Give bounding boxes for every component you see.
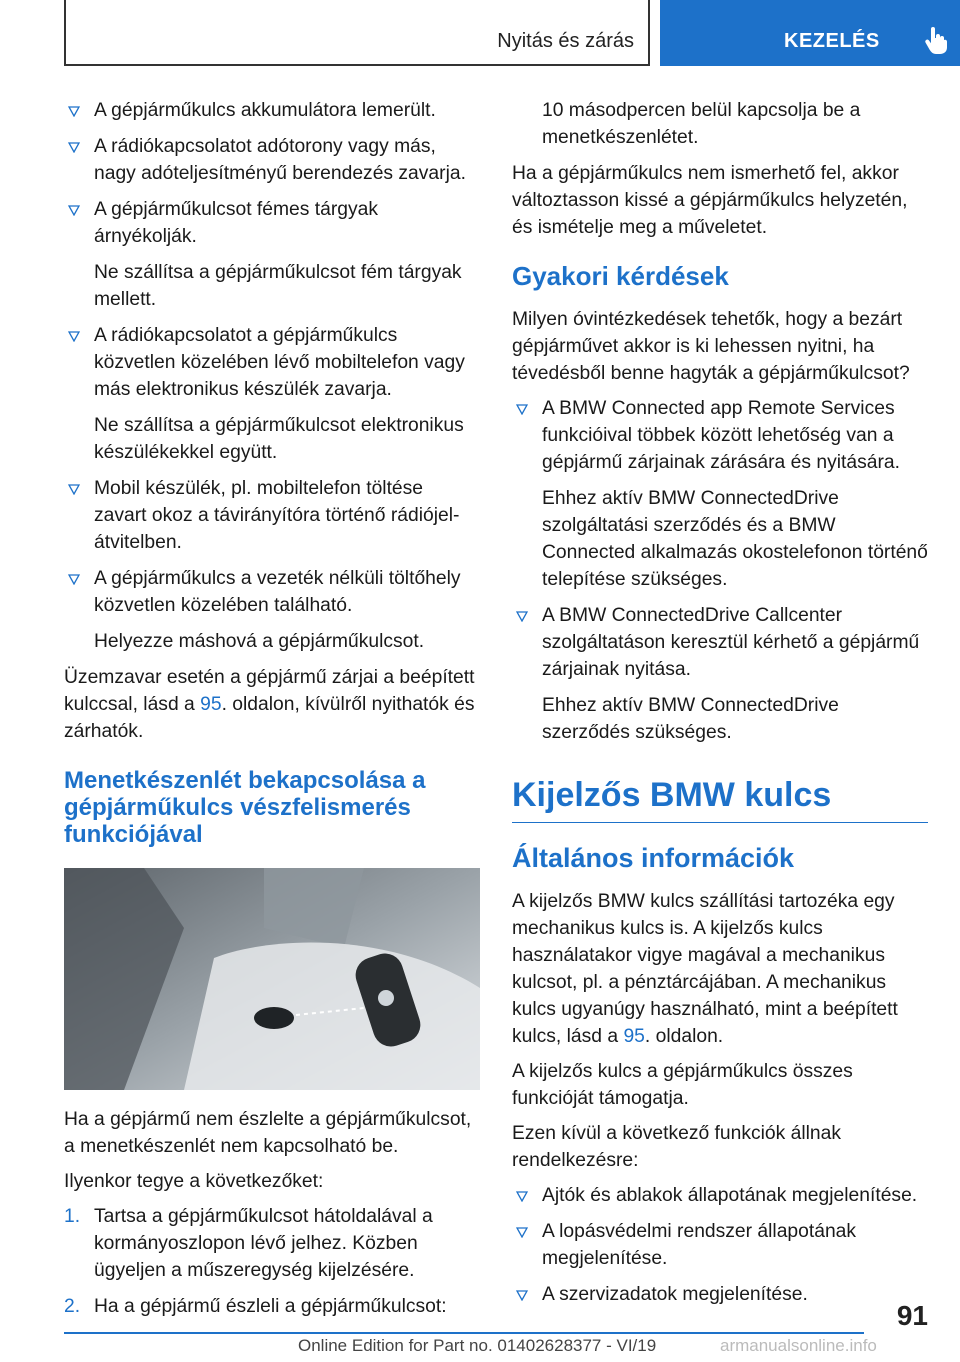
page-number: 91	[896, 1300, 928, 1331]
list-item-note: Ehhez aktív BMW ConnectedDrive szerződés szükséges.	[542, 695, 839, 743]
triangle-bullet-icon	[64, 322, 94, 403]
header-chapter-tab[interactable]	[660, 0, 960, 66]
triangle-bullet-icon	[64, 565, 94, 619]
edition-text: Online Edition for Part no. 01402628377 - VI/19	[298, 1336, 657, 1355]
subsection-heading: Általános információk	[512, 843, 795, 873]
header-section-box	[64, 0, 650, 66]
list-item: A gépjárműkulcs a vezeték nélküli töltőhely közvetlen közelében található.	[64, 565, 480, 619]
chapter-title: KEZELÉS	[784, 30, 880, 52]
list-item-note: Ne szállítsa a gépjárműkulcsot fém tárgyak mellett.	[94, 262, 462, 310]
step-item: 2. Ha a gépjármű észleli a gépjárműkulcsot:	[64, 1293, 480, 1320]
triangle-bullet-icon	[64, 196, 94, 250]
list-item: Ajtók és ablakok állapotának megjelenítése.	[512, 1182, 928, 1209]
supports-paragraph: A kijelzős kulcs a gépjárműkulcs összes funkcióját támogatja.	[512, 1061, 853, 1109]
list-item: Mobil készülék, pl. mobiltelefon töltése zavart okoz a távirányítóra történő rádiójel-átvitelben.	[64, 475, 480, 556]
triangle-bullet-icon	[64, 133, 94, 187]
page-link[interactable]: 95	[200, 694, 222, 715]
key-emergency-detection-photo	[64, 868, 480, 1090]
list-item-note: Ne szállítsa a gépjárműkulcsot elektronikus készülékekkel együtt.	[94, 415, 464, 463]
list-item: A lopásvédelmi rendszer állapotának megjelenítése.	[512, 1218, 928, 1272]
right-column	[512, 97, 928, 1317]
step-continuation: 10 másodpercen belül kapcsolja be a menetkészenlétet.	[542, 100, 861, 148]
step-number: 1.	[64, 1206, 81, 1227]
watermark: armanualsonline.info	[720, 1336, 877, 1355]
list-item: A szervizadatok megjelenítése.	[512, 1281, 928, 1308]
faq-question: Milyen óvintézkedések tehetők, hogy a bezárt gépjárművet akkor is ki lehessen nyitni, ha tévedésből benne hagyták a gépjárműkulcsot?	[512, 309, 910, 384]
extra-features-intro: Ezen kívül a következő funkciók állnak rendelkezésre:	[512, 1123, 842, 1171]
retry-paragraph: Ha a gépjárműkulcs nem ismerhető fel, akkor változtasson kissé a gépjárműkulcs helyzetén, és ismételje meg a műveletet.	[512, 163, 908, 238]
list-item: A rádiókapcsolatot adótorony vagy más, nagy adóteljesítményű berendezés zavarja.	[64, 133, 480, 187]
list-item: A BMW ConnectedDrive Callcenter szolgáltatáson keresztül kérhető a gépjármű zárjainak nyitása.	[512, 602, 928, 683]
faq-heading: Gyakori kérdések	[512, 261, 729, 291]
triangle-bullet-icon	[512, 1182, 542, 1209]
page-link[interactable]: 95	[623, 1026, 645, 1047]
instruction-intro: Ilyenkor tegye a következőket:	[64, 1171, 324, 1192]
malfunction-paragraph: Üzemzavar esetén a gépjármű zárjai a beépített kulccsal, lásd a 95. oldalon, kívülről nyithatók és zárhatók.	[64, 667, 475, 742]
triangle-bullet-icon	[512, 1281, 542, 1308]
triangle-bullet-icon	[512, 1218, 542, 1272]
chapter-heading: Kijelzős BMW kulcs	[512, 776, 928, 823]
hand-pointer-icon	[922, 26, 948, 54]
not-detected-paragraph: Ha a gépjármű nem észlelte a gépjárműkulcsot, a menetkészenlét nem kapcsolható be.	[64, 1109, 472, 1157]
list-item: A gépjárműkulcs akkumulátora lemerült.	[64, 97, 480, 124]
section-title: Nyitás és zárás	[497, 30, 634, 52]
triangle-bullet-icon	[64, 475, 94, 556]
triangle-bullet-icon	[512, 395, 542, 476]
step-number: 2.	[64, 1296, 81, 1317]
list-item-note: Helyezze máshová a gépjárműkulcsot.	[94, 631, 425, 652]
section-heading: Menetkészenlét bekapcsolása a gépjárműkulcs vészfelismerés funkciójával	[64, 767, 426, 848]
step-item: 1. Tartsa a gépjárműkulcsot hátoldalával a kormányoszlopon lévő jelhez. Közben ügyeljen a műszeregység kijelzésére.	[64, 1203, 480, 1284]
list-item: A BMW Connected app Remote Services funkcióival többek között lehetőség van a gépjármű zárjainak zárására és nyitására.	[512, 395, 928, 476]
list-item-note: Ehhez aktív BMW ConnectedDrive szolgáltatási szerződés és a BMW Connected alkalmazás okostelefonon történő telepítése szükséges.	[542, 488, 928, 590]
list-item: A rádiókapcsolatot a gépjárműkulcs közvetlen közelében lévő mobiltelefon vagy más elektronikus készülék zavarja.	[64, 322, 480, 403]
footer-divider	[64, 1332, 864, 1334]
left-column	[64, 97, 480, 1329]
triangle-bullet-icon	[64, 97, 94, 124]
triangle-bullet-icon	[512, 602, 542, 683]
list-item: A gépjárműkulcsot fémes tárgyak árnyékolják.	[64, 196, 480, 250]
general-info-paragraph: A kijelzős BMW kulcs szállítási tartozéka egy mechanikus kulcs is. A kijelzős kulcs használatakor vigye magával a mechanikus kulcsot, pl. a pénztárcájában. A mechanikus kulcs ugyanúgy használható, mint a beépített kulcs, lásd a 95. oldalon.	[512, 891, 898, 1047]
